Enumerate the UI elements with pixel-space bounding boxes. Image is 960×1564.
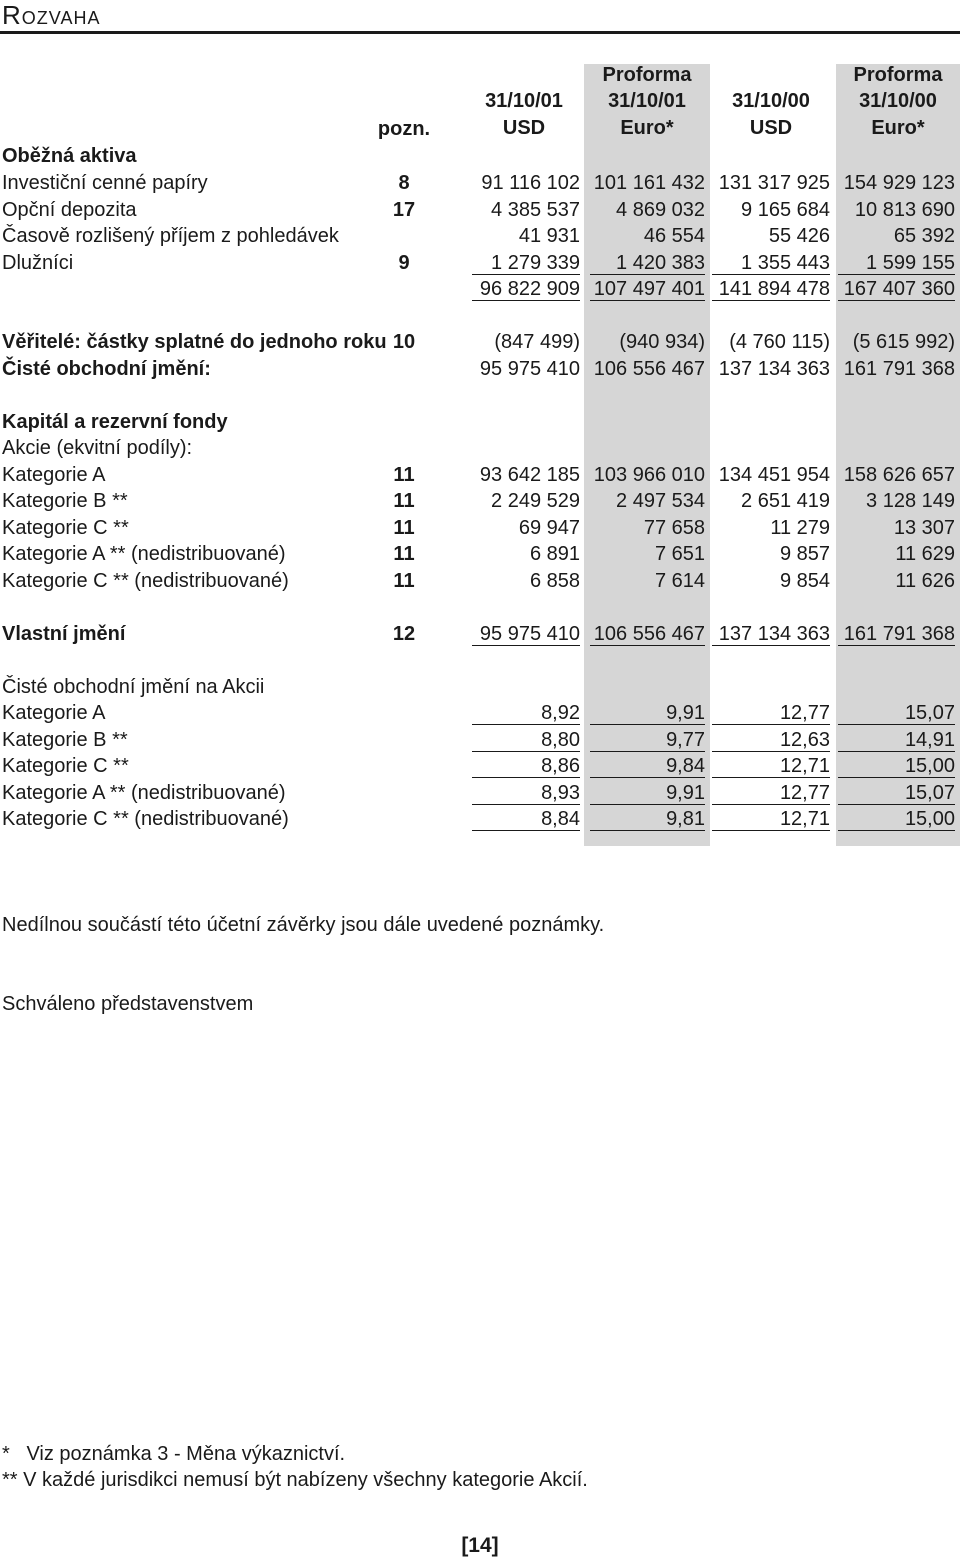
header-c2-line2: 31/10/01 bbox=[608, 90, 686, 112]
section-capital bbox=[0, 409, 960, 435]
value-c2: 2 497 534 bbox=[616, 490, 705, 512]
header-c2-line1: Proforma bbox=[602, 64, 692, 86]
row-note: 11 bbox=[393, 543, 415, 565]
table-row bbox=[0, 462, 960, 488]
value-c3: 11 279 bbox=[770, 517, 830, 539]
row-label: Kategorie C ** bbox=[2, 517, 129, 539]
row-note: 10 bbox=[392, 331, 416, 353]
integral-part-statement: Nedílnou součástí této účetní závěrky jsou dále uvedené poznámky. bbox=[2, 914, 605, 936]
row-label: Čisté obchodní jmění: bbox=[2, 358, 211, 380]
value-c4: 15,07 bbox=[838, 700, 955, 726]
value-c1: 8,92 bbox=[468, 700, 580, 726]
value-c4: 158 626 657 bbox=[843, 464, 955, 486]
value-c3: 2 651 419 bbox=[741, 490, 830, 512]
value-c1: 6 858 bbox=[529, 570, 580, 592]
subtotal-row bbox=[0, 276, 960, 302]
approval-statement: Schváleno představenstvem bbox=[2, 993, 254, 1015]
value-c3: 1 355 443 bbox=[712, 250, 830, 276]
header-c4-line2: 31/10/00 bbox=[859, 90, 937, 112]
value-c1: 2 249 529 bbox=[491, 490, 580, 512]
row-note: 8 bbox=[398, 172, 410, 194]
row-label: Opční depozita bbox=[2, 199, 137, 221]
value-c4: 11 629 bbox=[895, 543, 955, 565]
footnote-currency: * Viz poznámka 3 - Měna výkaznictví. bbox=[2, 1443, 346, 1465]
value-c3: 9 854 bbox=[779, 570, 830, 592]
value-c3: 137 134 363 bbox=[712, 621, 830, 647]
header-c4-line1: Proforma bbox=[853, 64, 943, 86]
value-c1: 8,86 bbox=[468, 753, 580, 779]
header-c3-line3: USD bbox=[749, 117, 793, 139]
header-c4-line3: Euro* bbox=[871, 117, 925, 139]
title-rule bbox=[0, 31, 960, 34]
value-c1: 95 975 410 bbox=[468, 621, 580, 647]
value-c3: 12,63 bbox=[712, 727, 830, 753]
row-note: 11 bbox=[393, 464, 415, 486]
value-c2: (940 934) bbox=[619, 331, 705, 353]
table-row bbox=[0, 197, 960, 223]
value-c1: 96 822 909 bbox=[468, 276, 580, 302]
value-c4: 10 813 690 bbox=[854, 199, 955, 221]
value-c1: 8,93 bbox=[468, 780, 580, 806]
row-label: Kategorie B ** bbox=[2, 729, 128, 751]
table-row bbox=[0, 806, 960, 832]
value-c4: (5 615 992) bbox=[852, 331, 955, 353]
value-c4: 3 128 149 bbox=[866, 490, 955, 512]
value-c3: 9 857 bbox=[779, 543, 830, 565]
page-title: Rozvaha bbox=[2, 0, 101, 30]
value-c2: 7 614 bbox=[654, 570, 705, 592]
value-c4: 15,07 bbox=[838, 780, 955, 806]
value-c2: 77 658 bbox=[643, 517, 705, 539]
value-c2: 7 651 bbox=[654, 543, 705, 565]
row-label: Vlastní jmění bbox=[2, 623, 126, 645]
table-row bbox=[0, 170, 960, 196]
value-c4: 167 407 360 bbox=[838, 276, 955, 302]
value-c2: 101 161 432 bbox=[593, 172, 705, 194]
row-label: Kategorie C ** bbox=[2, 755, 129, 777]
page-number: [14] bbox=[461, 1534, 499, 1557]
section-shares bbox=[0, 435, 960, 461]
value-c1: 41 931 bbox=[518, 225, 580, 247]
header-c2-line3: Euro* bbox=[620, 117, 674, 139]
value-c4: 14,91 bbox=[838, 727, 955, 753]
section-nav-per-share bbox=[0, 674, 960, 700]
table-row bbox=[0, 780, 960, 806]
value-c3: 12,71 bbox=[712, 806, 830, 832]
table-row bbox=[0, 727, 960, 753]
value-c2: 107 497 401 bbox=[590, 276, 705, 302]
value-c3: 9 165 684 bbox=[741, 199, 830, 221]
value-c4: 65 392 bbox=[893, 225, 955, 247]
value-c1: 95 975 410 bbox=[479, 358, 580, 380]
row-label: Kategorie A ** (nedistribuované) bbox=[2, 782, 286, 804]
value-c3: 55 426 bbox=[768, 225, 830, 247]
row-note: 9 bbox=[398, 252, 410, 274]
table-row bbox=[0, 753, 960, 779]
value-c1: (847 499) bbox=[494, 331, 580, 353]
row-label: Kategorie B ** bbox=[2, 490, 128, 512]
header-c1-line3: USD bbox=[502, 117, 546, 139]
row-label: Kategorie C ** (nedistribuované) bbox=[2, 808, 289, 830]
footnote-share-classes: ** V každé jurisdikci nemusí být nabízeny všechny kategorie Akcií. bbox=[2, 1469, 588, 1491]
value-c1: 93 642 185 bbox=[479, 464, 580, 486]
value-c3: (4 760 115) bbox=[729, 331, 830, 353]
value-c3: 12,77 bbox=[712, 700, 830, 726]
value-c1: 4 385 537 bbox=[491, 199, 580, 221]
value-c3: 12,77 bbox=[712, 780, 830, 806]
row-label: Kategorie A bbox=[2, 702, 106, 724]
table-row bbox=[0, 541, 960, 567]
value-c2: 9,81 bbox=[590, 806, 705, 832]
table-row bbox=[0, 515, 960, 541]
value-c3: 137 134 363 bbox=[718, 358, 830, 380]
header-c3-line2: 31/10/00 bbox=[732, 90, 810, 112]
section-label: Kapitál a rezervní fondy bbox=[2, 411, 228, 433]
value-c3: 141 894 478 bbox=[712, 276, 830, 302]
value-c3: 12,71 bbox=[712, 753, 830, 779]
row-note: 11 bbox=[393, 490, 415, 512]
section-label: Oběžná aktiva bbox=[2, 145, 137, 167]
row-note: 11 bbox=[393, 517, 415, 539]
section-label: Akcie (ekvitní podíly): bbox=[2, 437, 193, 459]
value-c4: 154 929 123 bbox=[843, 172, 955, 194]
value-c1: 8,80 bbox=[468, 727, 580, 753]
value-c2: 106 556 467 bbox=[590, 621, 705, 647]
row-label: Dlužníci bbox=[2, 252, 74, 274]
section-label: Čisté obchodní jmění na Akcii bbox=[2, 676, 265, 698]
row-label: Investiční cenné papíry bbox=[2, 172, 208, 194]
table-row bbox=[0, 488, 960, 514]
value-c1: 69 947 bbox=[518, 517, 580, 539]
value-c2: 103 966 010 bbox=[593, 464, 705, 486]
creditors-row bbox=[0, 329, 960, 355]
value-c2: 1 420 383 bbox=[590, 250, 705, 276]
value-c1: 6 891 bbox=[529, 543, 580, 565]
table-row bbox=[0, 700, 960, 726]
row-label: Kategorie A ** (nedistribuované) bbox=[2, 543, 286, 565]
value-c2: 9,77 bbox=[590, 727, 705, 753]
row-note: 17 bbox=[392, 199, 416, 221]
value-c2: 9,84 bbox=[590, 753, 705, 779]
table-row bbox=[0, 250, 960, 276]
value-c4: 11 626 bbox=[895, 570, 955, 592]
value-c4: 1 599 155 bbox=[838, 250, 955, 276]
value-c3: 134 451 954 bbox=[718, 464, 830, 486]
row-label: Kategorie C ** (nedistribuované) bbox=[2, 570, 289, 592]
value-c4: 161 791 368 bbox=[838, 621, 955, 647]
header-note: pozn. bbox=[377, 118, 431, 140]
table-row bbox=[0, 568, 960, 594]
value-c1: 8,84 bbox=[468, 806, 580, 832]
section-current-assets bbox=[0, 143, 960, 169]
value-c1: 1 279 339 bbox=[468, 250, 580, 276]
value-c1: 91 116 102 bbox=[481, 172, 580, 194]
value-c4: 13 307 bbox=[893, 517, 955, 539]
value-c2: 106 556 467 bbox=[593, 358, 705, 380]
value-c2: 4 869 032 bbox=[616, 199, 705, 221]
value-c3: 131 317 925 bbox=[718, 172, 830, 194]
row-label: Kategorie A bbox=[2, 464, 106, 486]
value-c4: 15,00 bbox=[838, 753, 955, 779]
net-assets-row bbox=[0, 356, 960, 382]
row-note: 12 bbox=[392, 623, 416, 645]
equity-row bbox=[0, 621, 960, 647]
row-label: Věřitelé: částky splatné do jednoho roku bbox=[2, 331, 387, 353]
value-c2: 46 554 bbox=[643, 225, 705, 247]
value-c2: 9,91 bbox=[590, 780, 705, 806]
value-c4: 161 791 368 bbox=[843, 358, 955, 380]
header-c1-line2: 31/10/01 bbox=[485, 90, 563, 112]
value-c4: 15,00 bbox=[838, 806, 955, 832]
value-c2: 9,91 bbox=[590, 700, 705, 726]
row-note: 11 bbox=[393, 570, 415, 592]
table-row bbox=[0, 223, 960, 249]
row-label: Časově rozlišený příjem z pohledávek bbox=[2, 225, 339, 247]
